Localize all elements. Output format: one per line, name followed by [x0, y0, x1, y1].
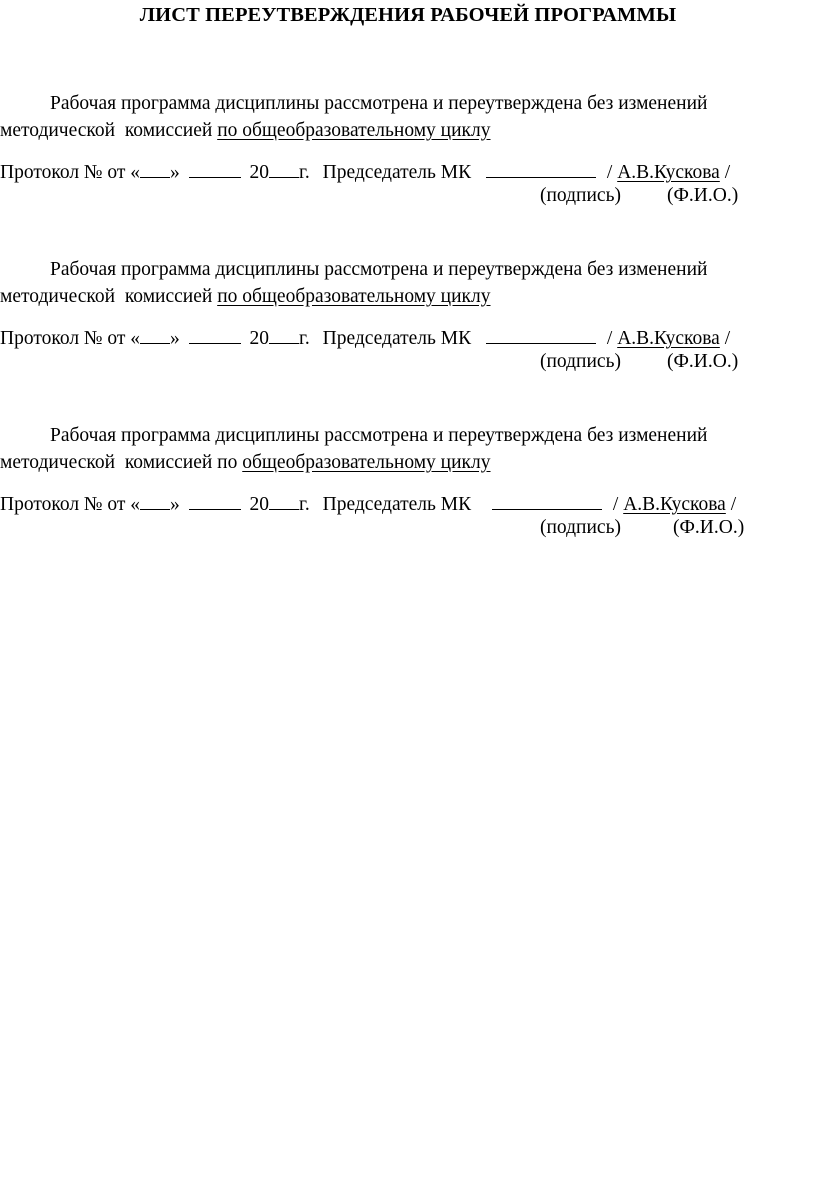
year-suffix: г. [299, 328, 310, 349]
paragraph-line-1: Рабочая программа дисциплины рассмотрена и переутверждена без изменений [50, 425, 708, 446]
day-blank [140, 158, 170, 178]
protocol-label: Протокол № от « [0, 494, 141, 515]
quote-close: » [170, 162, 180, 183]
year-blank [269, 158, 299, 178]
paragraph-line-2-prefix: методической комиссией [0, 286, 218, 307]
signature-caption: (подпись) [540, 517, 621, 538]
signature-blank [486, 158, 596, 178]
month-blank [189, 490, 241, 510]
signature-blank [486, 324, 596, 344]
slash-open: / [606, 328, 613, 349]
protocol-label: Протокол № от « [0, 162, 141, 183]
signature-blank [492, 490, 602, 510]
chair-label: Председатель МК [322, 328, 472, 349]
slash-close: / [724, 328, 731, 349]
year-prefix: 20 [249, 162, 270, 183]
paragraph-line-2-prefix: методической комиссией [0, 120, 218, 141]
year-prefix: 20 [249, 328, 270, 349]
approval-block [0, 90, 816, 206]
year-blank [269, 490, 299, 510]
slash-close: / [730, 494, 737, 515]
fio-caption: (Ф.И.О.) [667, 185, 739, 206]
quote-close: » [170, 494, 180, 515]
chair-label: Председатель МК [322, 162, 472, 183]
signature-caption: (подпись) [540, 351, 621, 372]
page-title: ЛИСТ ПЕРЕУТВЕРЖДЕНИЯ РАБОЧЕЙ ПРОГРАММЫ [139, 4, 677, 26]
day-blank [140, 490, 170, 510]
approval-block [0, 256, 816, 372]
month-blank [189, 158, 241, 178]
chair-name: А.В.Кускова [617, 162, 720, 183]
paragraph-line-2-prefix: методической комиссией по [0, 452, 243, 473]
paragraph-line-1: Рабочая программа дисциплины рассмотрена и переутверждена без изменений [50, 93, 708, 114]
slash-open: / [612, 494, 619, 515]
chair-name: А.В.Кускова [617, 328, 720, 349]
chair-name: А.В.Кускова [623, 494, 726, 515]
year-prefix: 20 [249, 494, 270, 515]
fio-caption: (Ф.И.О.) [667, 351, 739, 372]
fio-caption: (Ф.И.О.) [673, 517, 745, 538]
slash-close: / [724, 162, 731, 183]
approval-paragraph [0, 256, 814, 310]
commission-name: общеобразовательному циклу [242, 452, 491, 473]
commission-name: по общеобразовательному циклу [217, 120, 491, 141]
paragraph-line-1: Рабочая программа дисциплины рассмотрена и переутверждена без изменений [50, 259, 708, 280]
signature-caption: (подпись) [540, 185, 621, 206]
slash-open: / [606, 162, 613, 183]
approval-block [0, 422, 816, 538]
approval-paragraph [0, 422, 814, 476]
month-blank [189, 324, 241, 344]
year-suffix: г. [299, 162, 310, 183]
approval-paragraph [0, 90, 814, 144]
commission-name: по общеобразовательному циклу [217, 286, 491, 307]
quote-close: » [170, 328, 180, 349]
protocol-label: Протокол № от « [0, 328, 141, 349]
protocol-line [0, 490, 736, 518]
year-suffix: г. [299, 494, 310, 515]
year-blank [269, 324, 299, 344]
day-blank [140, 324, 170, 344]
chair-label: Председатель МК [322, 494, 472, 515]
